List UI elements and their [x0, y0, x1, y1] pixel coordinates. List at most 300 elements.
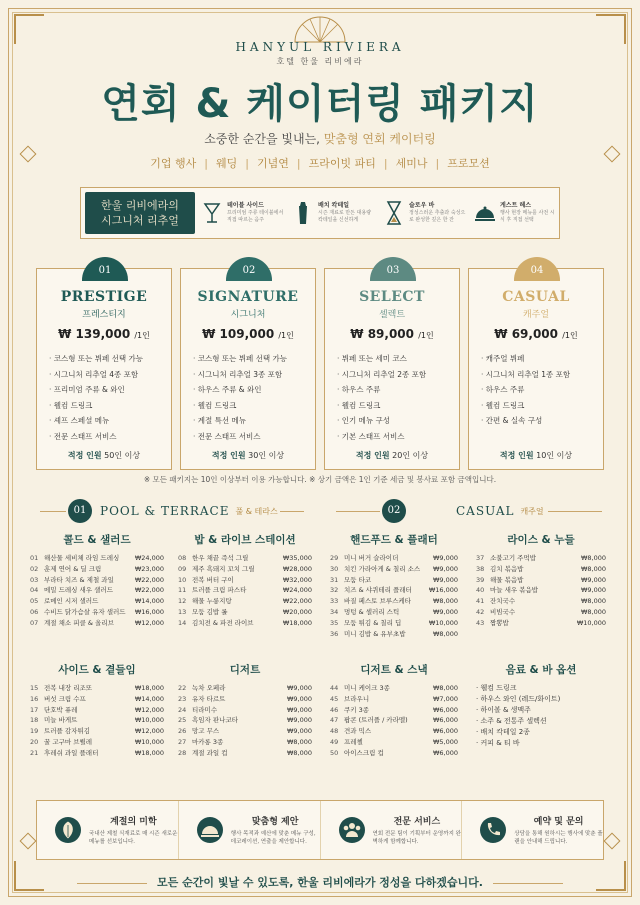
menu-name: 멍텅 & 셀러리 스틱 — [344, 607, 400, 616]
price-unit: /1인 — [418, 331, 434, 340]
event-type: 기념연 — [257, 157, 289, 170]
separator: | — [435, 157, 440, 170]
menu-name: 녹차 오페라 — [192, 684, 226, 692]
price-unit: /1인 — [134, 331, 150, 340]
package-feature: · 웰컴 드링크 — [193, 398, 309, 414]
menu-name: 후레쉬 과일 플래터 — [44, 748, 99, 757]
package-price: ₩ 109,000 /1인 — [202, 327, 294, 341]
menu-number: 21 — [30, 748, 39, 757]
menu-number: 10 — [178, 575, 187, 584]
banner-item-title: 배치 칵테일 — [318, 202, 350, 209]
service-desc: 상담을 통해 원하시는 행사에 맞춘 플랜을 안내해 드립니다. — [514, 831, 603, 845]
menu-number: 26 — [178, 727, 187, 736]
section-title: CASUAL — [456, 504, 515, 518]
menu-name: 수비드 닭가슴살 유자 샐러드 — [44, 607, 126, 616]
menu-number: 11 — [178, 586, 187, 595]
menu-price: ₩9,000 — [432, 554, 458, 562]
package-badge: 03 — [370, 257, 416, 281]
bar-option: · 배치 칵테일 2종 — [476, 727, 606, 738]
package-feature: · 시그니처 리추얼 2종 포함 — [337, 367, 453, 383]
menu-row — [30, 705, 164, 716]
menu-price: ₩23,000 — [134, 564, 164, 573]
menu-name: 마카롱 3종 — [192, 737, 224, 746]
menu-row — [30, 748, 164, 759]
brand-name: HANYUL RIVIERA — [235, 40, 405, 54]
menu-handfood — [330, 532, 458, 639]
menu-row — [178, 726, 312, 737]
menu-price: ₩7,000 — [432, 694, 458, 703]
menu-name: 메밀 드레싱 새우 샐러드 — [44, 586, 113, 595]
package-features — [49, 351, 165, 444]
menu-price: ₩9,000 — [580, 586, 606, 595]
hourglass-icon — [383, 200, 405, 226]
menu-category-title: 디저트 & 스낵 — [360, 664, 428, 676]
menu-name: 마늘 새우 볶음밥 — [490, 586, 539, 595]
glass-icon — [201, 200, 223, 226]
menu-price: ₩8,000 — [580, 564, 606, 573]
menu-name: 유자 타르트 — [192, 694, 226, 703]
menu-price: ₩22,000 — [282, 597, 312, 606]
package-card — [324, 265, 460, 470]
separator: | — [204, 157, 209, 170]
menu-row — [178, 618, 312, 629]
menu-price: ₩12,000 — [134, 727, 164, 736]
menu-row — [30, 694, 164, 705]
menu-row — [178, 748, 312, 759]
menu-name: 티라미수 — [192, 705, 218, 714]
menu-number: 35 — [330, 618, 339, 627]
menu-category-title: 라이스 & 누들 — [507, 534, 575, 546]
menu-number: 41 — [476, 597, 485, 606]
menu-number: 30 — [330, 564, 339, 573]
menu-price: ₩6,000 — [432, 716, 458, 725]
menu-price: ₩9,000 — [432, 607, 458, 616]
menu-name: 훈제 연어 & 딜 크림 — [44, 564, 102, 573]
menu-row — [30, 575, 164, 586]
menu-price: ₩9,000 — [286, 705, 312, 714]
menu-number: 24 — [178, 705, 187, 714]
page-title: 연회 & 케이터링 패키지 — [101, 81, 539, 127]
menu-number: 44 — [330, 684, 339, 692]
package-note: ※ 모든 패키지는 10인 이상부터 이용 가능합니다. ※ 상기 금액은 1인 기준 세금 및 봉사료 포함 금액입니다. — [143, 475, 497, 484]
menu-name: 쿠키 3종 — [344, 705, 370, 714]
menu-price: ₩9,000 — [286, 716, 312, 725]
capacity-label: 적정 인원 — [355, 451, 390, 460]
menu-row — [330, 607, 458, 618]
service-item — [179, 801, 321, 859]
menu-price: ₩14,000 — [134, 597, 164, 606]
menu-price: ₩8,000 — [580, 554, 606, 562]
bar-option: · 하이볼 & 생맥주 — [476, 705, 606, 716]
package-korean-name: 캐주얼 — [522, 310, 550, 320]
menu-price: ₩8,000 — [286, 748, 312, 757]
menu-number: 12 — [178, 597, 187, 606]
menu-row — [178, 596, 312, 607]
menu-name: 바질 페스토 브루스케타 — [344, 597, 411, 606]
menu-price: ₩6,000 — [432, 727, 458, 736]
capacity-label: 적정 인원 — [67, 451, 102, 460]
menu-row — [30, 596, 164, 607]
menu-row — [330, 715, 458, 726]
capacity-label: 적정 인원 — [499, 451, 534, 460]
package-capacity — [325, 450, 459, 461]
menu-category-title: 밥 & 라이브 스테이션 — [194, 534, 296, 546]
package-feature: · 간편 & 실속 구성 — [481, 413, 597, 429]
package-feature: · 계절 특선 메뉴 — [193, 413, 309, 429]
menu-number: 32 — [330, 586, 339, 595]
bar-option: · 소주 & 전통주 셀렉션 — [476, 716, 606, 727]
menu-price: ₩18,000 — [282, 618, 312, 627]
event-type: 웨딩 — [216, 157, 238, 170]
package-badge: 04 — [514, 257, 560, 281]
menu-row — [330, 585, 458, 596]
menu-row — [330, 726, 458, 737]
menu-price: ₩6,000 — [432, 705, 458, 714]
banner-item-desc: 정성스러운 추출과 숙성으로 완성한 깊은 한 잔 — [409, 210, 466, 223]
package-capacity — [37, 450, 171, 461]
menu-price: ₩24,000 — [282, 586, 312, 595]
menu-price: ₩22,000 — [134, 586, 164, 595]
menu-number: 27 — [178, 737, 187, 746]
menu-row — [330, 564, 458, 575]
menu-name: 김치 볶음밥 — [490, 564, 524, 573]
banner-item-title: 테이블 사이드 — [227, 202, 264, 209]
menu-name: 미니 버거 슬라이더 — [344, 554, 399, 562]
cloche-icon — [197, 817, 223, 843]
package-card — [180, 265, 316, 470]
menu-cold-salad — [30, 532, 164, 629]
package-feature: · 웰컴 드링크 — [49, 398, 165, 414]
menu-row — [330, 618, 458, 629]
menu-number: 03 — [30, 575, 39, 584]
menu-price: ₩9,000 — [286, 694, 312, 703]
menu-number: 04 — [30, 586, 39, 595]
section-rule — [548, 511, 602, 512]
banner-item-desc: 프리미엄 주류 테이블에서 직접 따르는 음주 — [227, 210, 284, 223]
package-korean-name: 셀렉트 — [378, 310, 406, 320]
menu-number: 38 — [476, 564, 485, 573]
subtitle-text: 소중한 순간을 빛내는, — [204, 132, 324, 146]
menu-price: ₩12,000 — [134, 705, 164, 714]
menu-row — [476, 596, 606, 607]
menu-name: 아이스크림 컵 — [344, 748, 384, 757]
menu-name: 버섯 크림 수프 — [44, 694, 86, 703]
capacity-value: 20인 이상 — [392, 451, 429, 460]
menu-dessert — [178, 662, 312, 759]
package-feature: · 셰프 스페셜 메뉴 — [49, 413, 165, 429]
capacity-value: 30인 이상 — [248, 451, 285, 460]
brand-subtitle: 호텔 한울 리비에라 — [276, 57, 364, 66]
package-price: ₩ 69,000 /1인 — [494, 327, 578, 341]
menu-row — [178, 694, 312, 705]
service-text — [373, 814, 462, 846]
menu-price: ₩22,000 — [134, 575, 164, 584]
menu-price: ₩10,000 — [134, 716, 164, 725]
menu-row — [30, 607, 164, 618]
menu-price: ₩12,000 — [134, 618, 164, 627]
menu-name: 전복 버터 구이 — [192, 575, 234, 584]
menu-row — [330, 683, 458, 694]
menu-name: 제주 흑돼지 꼬치 그릴 — [192, 564, 255, 573]
menu-row — [30, 618, 164, 629]
service-title: 예약 및 문의 — [533, 817, 584, 827]
event-types — [0, 155, 640, 171]
menu-drink-bar — [476, 662, 606, 749]
menu-number: 23 — [178, 694, 187, 703]
service-desc: 행사 목적과 예산에 맞춘 메뉴 구성, 데코레이션, 연출을 제안합니다. — [230, 831, 316, 845]
menu-rice-live — [178, 532, 312, 629]
menu-row — [330, 596, 458, 607]
menu-row — [330, 705, 458, 716]
service-item — [37, 801, 179, 859]
banner-label — [85, 192, 195, 234]
menu-row — [30, 564, 164, 575]
menu-number: 09 — [178, 564, 187, 573]
menu-price: ₩16,000 — [428, 586, 458, 595]
phone-icon — [480, 817, 506, 843]
menu-number: 07 — [30, 618, 39, 627]
banner-item-desc: 행사 현장 메뉴를 사전 시식 후 직접 선택 — [500, 210, 555, 223]
menu-name: 전복 내장 리조또 — [44, 684, 93, 692]
menu-price: ₩8,000 — [432, 684, 458, 692]
separator: | — [296, 157, 301, 170]
menu-name: 트러플 감자튀김 — [44, 727, 91, 736]
menu-number: 47 — [330, 716, 339, 725]
service-item — [321, 801, 463, 859]
menu-name: 치즈 & 샤퀴테리 플래터 — [344, 586, 412, 595]
menu-row — [178, 553, 312, 564]
menu-number: 31 — [330, 575, 339, 584]
package-features — [193, 351, 309, 444]
event-type: 프로모션 — [447, 157, 490, 170]
leaf-icon — [55, 817, 81, 843]
menu-number: 36 — [330, 629, 339, 638]
service-text — [89, 814, 178, 846]
package-feature: · 웰컴 드링크 — [337, 398, 453, 414]
menu-number: 33 — [330, 597, 339, 606]
package-feature: · 뷔페 또는 세미 코스 — [337, 351, 453, 367]
menu-dessert-snack — [330, 662, 458, 759]
menu-number: 37 — [476, 554, 485, 562]
menu-number: 22 — [178, 684, 187, 692]
menu-number: 46 — [330, 705, 339, 714]
footer-message: 모든 순간이 빛날 수 있도록, 한울 리비에라가 정성을 다하겠습니다. — [0, 874, 640, 890]
menu-row — [330, 694, 458, 705]
page-subtitle — [0, 130, 640, 147]
banner-label-line: 한울 리비에라의 — [101, 199, 179, 212]
menu-row — [30, 553, 164, 564]
menu-row — [330, 737, 458, 748]
menu-price: ₩9,000 — [432, 564, 458, 573]
menu-row — [178, 705, 312, 716]
package-features — [481, 351, 597, 429]
menu-row — [178, 575, 312, 586]
menu-price: ₩8,000 — [580, 607, 606, 616]
package-feature: · 코스형 또는 뷔페 선택 가능 — [49, 351, 165, 367]
shaker-icon — [292, 200, 314, 226]
menu-name: 부라타 치즈 & 제철 과일 — [44, 575, 114, 584]
menu-number: 18 — [30, 716, 39, 725]
menu-row — [476, 564, 606, 575]
menu-price: ₩10,000 — [134, 737, 164, 746]
menu-name: 해산물 세비체 라임 드레싱 — [44, 554, 120, 562]
package-korean-name: 시그니처 — [230, 310, 266, 320]
package-badge: 02 — [226, 257, 272, 281]
banner-item — [468, 188, 559, 238]
service-item — [462, 801, 603, 859]
menu-row — [30, 585, 164, 596]
menu-name: 해물 누룽지탕 — [192, 597, 232, 606]
menu-price: ₩32,000 — [282, 575, 312, 584]
menu-price: ₩5,000 — [432, 737, 458, 746]
menu-name: 트러플 크림 파스타 — [192, 586, 247, 595]
package-feature: · 시그니처 리추얼 1종 포함 — [481, 367, 597, 383]
menu-name: 망고 무스 — [192, 727, 220, 736]
banner-item — [286, 188, 377, 238]
section-number: 02 — [382, 499, 406, 523]
section-rule — [336, 511, 380, 512]
event-type: 세미나 — [395, 157, 428, 170]
menu-name: 계절 채소 피클 & 올리브 — [44, 618, 114, 627]
package-name: SELECT — [359, 289, 425, 305]
menu-number: 06 — [30, 607, 39, 616]
menu-price: ₩14,000 — [134, 694, 164, 703]
section-pool-terrace — [68, 498, 278, 524]
package-korean-name: 프레스티지 — [82, 310, 126, 320]
menu-row — [30, 737, 164, 748]
menu-number: 05 — [30, 597, 39, 606]
package-feature: · 웰컴 드링크 — [481, 398, 597, 414]
menu-number: 28 — [178, 748, 187, 757]
service-desc: 연회 전문 팀이 기획부터 운영까지 완벽하게 함께합니다. — [372, 831, 461, 845]
menu-name: 김치전 & 파전 라이브 — [192, 618, 254, 627]
menu-row — [476, 575, 606, 586]
menu-name: 흑임자 판나코타 — [192, 716, 239, 725]
menu-name: 단호박 퓨레 — [44, 705, 78, 714]
package-feature: · 인기 메뉴 구성 — [337, 413, 453, 429]
menu-number: 50 — [330, 748, 339, 757]
section-rule — [40, 511, 66, 512]
menu-number: 16 — [30, 694, 39, 703]
menu-name: 모둠 김밥 롤 — [192, 607, 228, 616]
menu-row — [178, 607, 312, 618]
menu-row — [476, 607, 606, 618]
menu-number: 25 — [178, 716, 187, 725]
banner-label-line: 시그니처 리추얼 — [101, 214, 179, 227]
separator: | — [245, 157, 249, 170]
menu-row — [30, 683, 164, 694]
menu-name: 모둠 타코 — [344, 575, 372, 584]
package-feature: · 하우스 주류 & 와인 — [193, 382, 309, 398]
banner-item-text — [227, 202, 286, 224]
banner-item-text — [409, 202, 468, 224]
menu-row — [476, 553, 606, 564]
menu-number: 40 — [476, 586, 485, 595]
price-unit: /1인 — [562, 331, 578, 340]
service-title: 맞춤형 제안 — [251, 817, 299, 827]
package-feature: · 코스형 또는 뷔페 선택 가능 — [193, 351, 309, 367]
banner-item — [377, 188, 468, 238]
package-name: SIGNATURE — [197, 289, 299, 305]
menu-number: 42 — [476, 607, 485, 616]
menu-number: 34 — [330, 607, 339, 616]
menu-row — [476, 585, 606, 596]
service-text — [514, 814, 603, 846]
package-price: ₩ 139,000 /1인 — [58, 327, 150, 341]
menu-number: 02 — [30, 564, 39, 573]
package-badge: 01 — [82, 257, 128, 281]
event-type: 기업 행사 — [150, 157, 197, 170]
banner-item-text — [500, 202, 559, 224]
menu-price: ₩6,000 — [432, 748, 458, 757]
bar-option: · 커피 & 티 바 — [476, 738, 606, 749]
menu-name: 해물 볶음밥 — [490, 575, 524, 584]
package-card — [468, 265, 604, 470]
banner-item-title: 게스트 헤스 — [500, 202, 532, 209]
signature-ritual-banner — [80, 187, 560, 239]
bar-option: · 하우스 와인 (레드/화이트) — [476, 694, 606, 705]
section-rule — [280, 511, 304, 512]
section-subtitle: 풀 & 테라스 — [235, 506, 278, 516]
menu-row — [330, 629, 458, 640]
menu-price: ₩10,000 — [428, 618, 458, 627]
separator: | — [383, 157, 388, 170]
menu-category-title: 사이드 & 곁들임 — [58, 664, 136, 676]
menu-number: 19 — [30, 727, 39, 736]
menu-price: ₩8,000 — [580, 597, 606, 606]
section-subtitle: 캐주얼 — [520, 506, 544, 516]
service-title: 계절의 미학 — [110, 817, 157, 827]
package-capacity — [181, 450, 315, 461]
menu-category-title: 콜드 & 샐러드 — [63, 534, 131, 546]
cloche-icon — [474, 200, 496, 226]
menu-price: ₩8,000 — [286, 737, 312, 746]
package-feature: · 캐주얼 뷔페 — [481, 351, 597, 367]
section-title: POOL & TERRACE — [100, 504, 230, 518]
menu-name: 견과 믹스 — [344, 727, 372, 736]
menu-row — [330, 553, 458, 564]
bar-option: · 웰컴 드링크 — [476, 683, 606, 694]
menu-price: ₩24,000 — [134, 554, 164, 562]
package-feature: · 하우스 주류 — [481, 382, 597, 398]
menu-row — [330, 748, 458, 759]
menu-number: 14 — [178, 618, 187, 627]
menu-number: 48 — [330, 727, 339, 736]
menu-price: ₩35,000 — [282, 554, 312, 562]
menu-price: ₩18,000 — [134, 684, 164, 692]
package-card — [36, 265, 172, 470]
capacity-label: 적정 인원 — [211, 451, 246, 460]
menu-price: ₩20,000 — [282, 607, 312, 616]
menu-number: 43 — [476, 618, 485, 627]
menu-price: ₩8,000 — [432, 629, 458, 638]
package-feature: · 기본 스태프 서비스 — [337, 429, 453, 445]
menu-price: ₩9,000 — [286, 684, 312, 692]
menu-number: 01 — [30, 554, 39, 562]
menu-name: 한우 채끝 즉석 그릴 — [192, 554, 249, 562]
banner-item — [195, 188, 286, 238]
menu-price: ₩9,000 — [286, 727, 312, 736]
banner-item-title: 슬로우 바 — [409, 202, 435, 209]
menu-name: 꿀 고구마 브륄레 — [44, 737, 93, 746]
service-title: 전문 서비스 — [393, 817, 441, 827]
menu-number: 29 — [330, 554, 339, 562]
menu-row — [30, 726, 164, 737]
menu-name: 짬뽕밥 — [490, 618, 509, 627]
package-name: CASUAL — [502, 289, 570, 305]
menu-name: 미늘 바게트 — [44, 716, 78, 725]
capacity-value: 10인 이상 — [536, 451, 573, 460]
